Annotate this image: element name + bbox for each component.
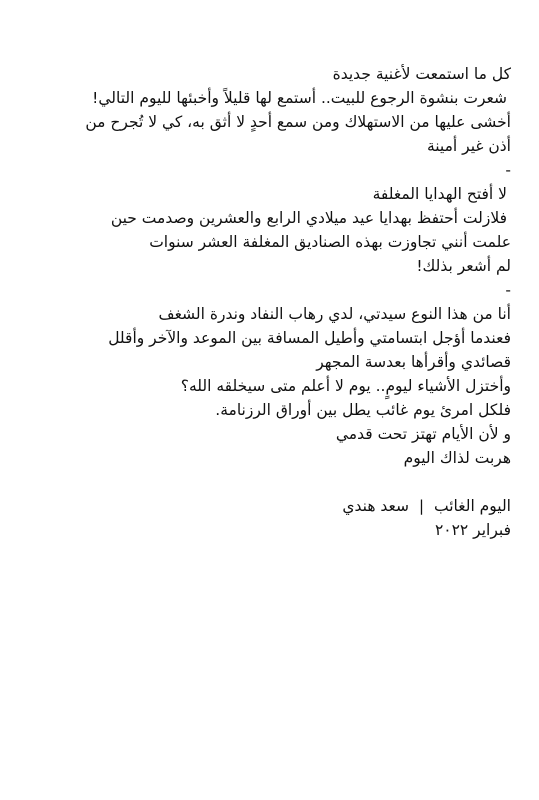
poem-line: و لأن الأيام تهتز تحت قدمي bbox=[335, 425, 511, 443]
poem-line: لا أفتح الهدايا المغلفة bbox=[372, 185, 507, 203]
poem-line: كل ما استمعت لأغنية جديدة bbox=[332, 65, 511, 83]
poem-title: اليوم الغائب bbox=[433, 497, 511, 515]
poem-line: هربت لذاك اليوم bbox=[403, 449, 511, 467]
poem-date: فبراير ٢٠٢٢ bbox=[434, 521, 511, 539]
poem-line: علمت أنني تجاوزت بهذه الصناديق المغلفة العشر سنوات bbox=[149, 233, 511, 251]
author-name: سعد هندي bbox=[342, 497, 410, 515]
poem-line: أذن غير أمينة bbox=[426, 137, 511, 155]
poem-line: قصائدي وأقرأها بعدسة المجهر bbox=[316, 353, 511, 371]
poem-line: أنا من هذا النوع سيدتي، لدي رهاب النفاد وندرة الشغف bbox=[158, 305, 511, 323]
poem-line: أخشى عليها من الاستهلاك ومن سمع أحدٍ لا أثق به، كي لا تُجرح من bbox=[85, 113, 511, 131]
signature-line bbox=[16, 494, 511, 518]
blank-line bbox=[16, 470, 511, 494]
poem-line: لم أشعر بذلك! bbox=[416, 257, 511, 275]
poem-line: فلكل امرئ يوم غائب يطل بين أوراق الرزنامة. bbox=[215, 401, 511, 419]
signature-divider: | bbox=[418, 497, 425, 515]
poem-text bbox=[16, 62, 511, 542]
stanza-separator: - bbox=[505, 161, 511, 179]
poem-line: وأختزل الأشياء ليومٍ.. يوم لا أعلم متى سيخلقه الله؟ bbox=[180, 377, 511, 395]
stanza-separator: - bbox=[505, 281, 511, 299]
poem-line: شعرت بنشوة الرجوع للبيت.. أستمع لها قليلاً وأخبئها لليوم التالي! bbox=[92, 89, 507, 107]
poem-line: فلازلت أحتفظ بهدايا عيد ميلادي الرابع والعشرين وصدمت حين bbox=[110, 209, 507, 227]
poem-line: فعندما أؤجل ابتسامتي وأطيل المسافة بين الموعد والآخر وأقلل bbox=[108, 329, 511, 347]
